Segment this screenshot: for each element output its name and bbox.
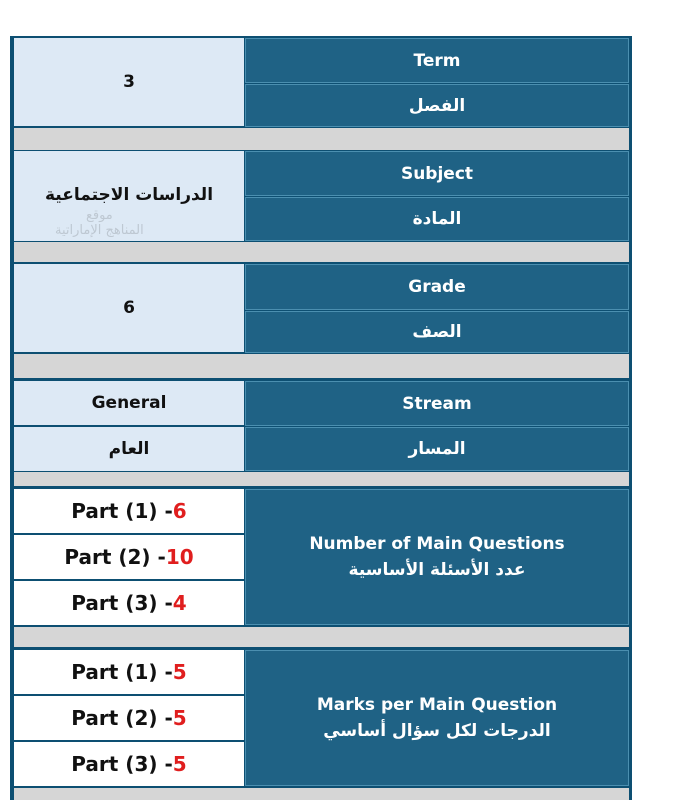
subject-header-ar: المادة <box>245 197 629 241</box>
questions-part-1: Part (1) - 6 <box>14 489 244 533</box>
subject-header-en: Subject <box>245 151 629 196</box>
term-value: 3 <box>14 38 244 126</box>
separator <box>14 472 629 486</box>
subject-value: الدراسات الاجتماعية <box>14 151 244 241</box>
separator <box>14 242 629 262</box>
separator <box>14 354 629 378</box>
separator <box>14 788 629 800</box>
stream-header-ar: المسار <box>245 427 629 471</box>
grade-value: 6 <box>14 264 244 352</box>
marks-header <box>245 650 629 786</box>
stream-value-en: General <box>14 381 244 425</box>
marks-header-ar: الدرجات لكل سؤال أساسي <box>323 721 551 741</box>
marks-part-2: Part (2) - 5 <box>14 696 244 740</box>
questions-header <box>245 489 629 625</box>
questions-header-en: Number of Main Questions <box>309 533 565 554</box>
separator <box>14 128 629 150</box>
marks-header-en: Marks per Main Question <box>316 694 558 715</box>
grade-header-en: Grade <box>245 264 629 310</box>
separator <box>14 627 629 647</box>
questions-part-2: Part (2) - 10 <box>14 535 244 579</box>
marks-part-3: Part (3) - 5 <box>14 742 244 786</box>
questions-part-3: Part (3) - 4 <box>14 581 244 625</box>
watermark: موقع المناهج الإماراتية <box>55 208 144 238</box>
marks-part-1: Part (1) - 5 <box>14 650 244 694</box>
stream-value-ar: العام <box>14 427 244 471</box>
term-header-ar: الفصل <box>245 84 629 127</box>
stream-header-en: Stream <box>245 381 629 426</box>
grade-header-ar: الصف <box>245 311 629 353</box>
term-header-en: Term <box>245 38 629 83</box>
questions-header-ar: عدد الأسئلة الأساسية <box>348 560 526 580</box>
